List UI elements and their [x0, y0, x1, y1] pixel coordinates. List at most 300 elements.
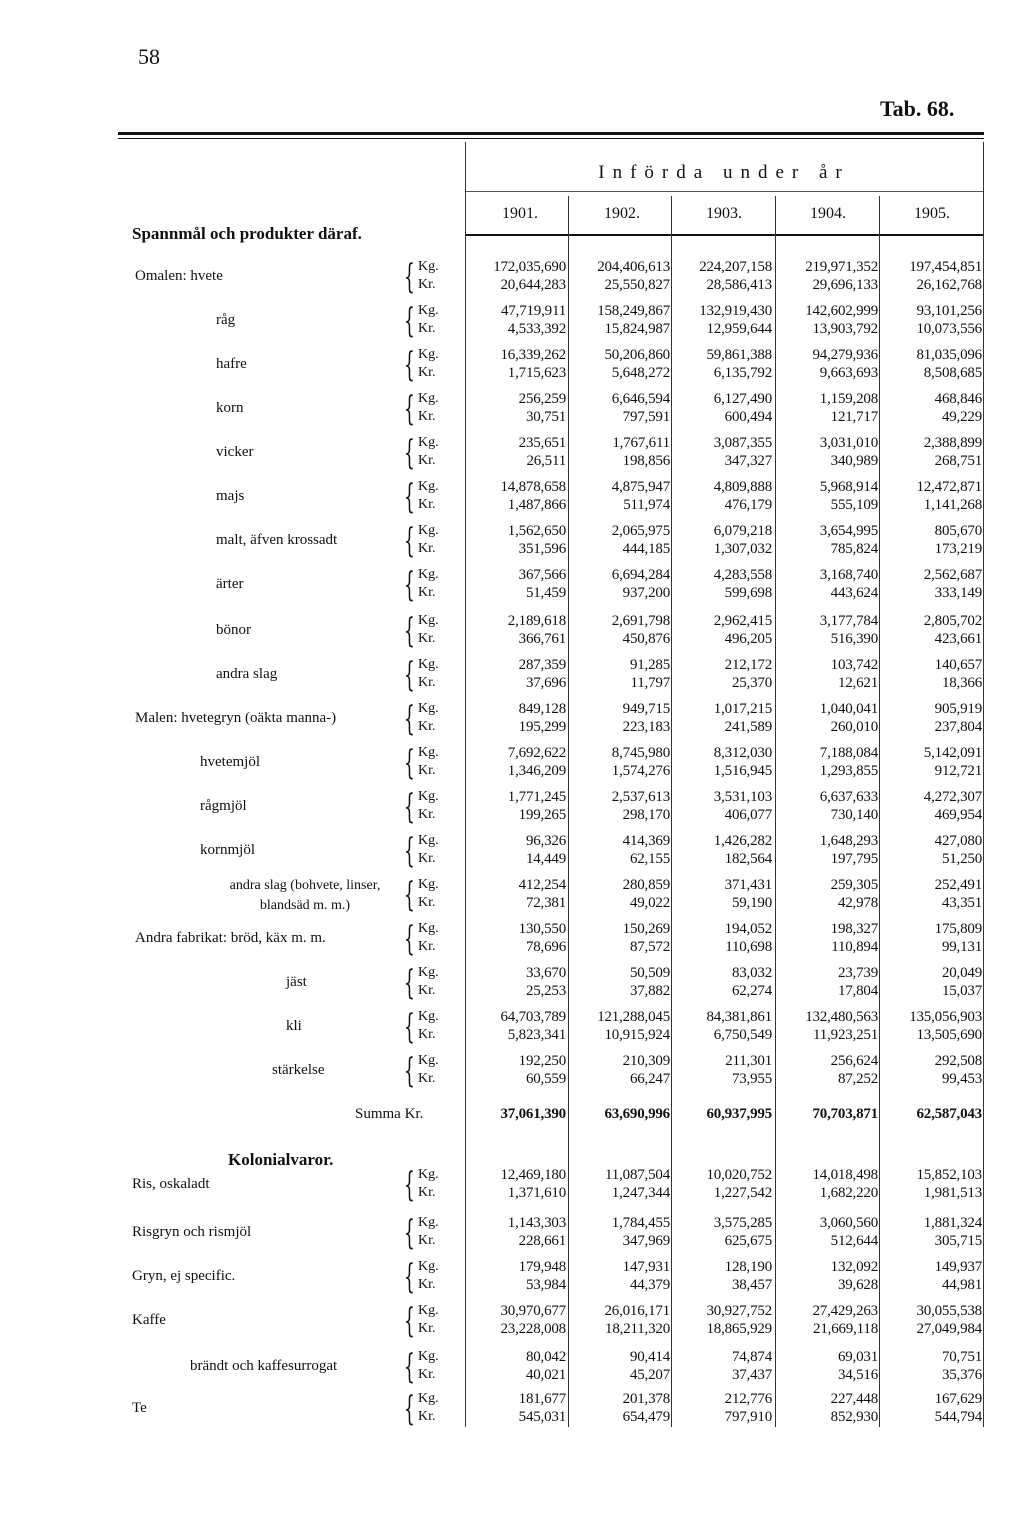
value-cell: 44,981: [941, 1277, 982, 1293]
unit-kr: Kr.: [418, 763, 436, 778]
unit-kg: Kg.: [418, 391, 439, 406]
unit-kg: Kg.: [418, 1391, 439, 1406]
value-cell: 1,682,220: [819, 1185, 878, 1201]
value-cell: 26,016,171: [604, 1303, 670, 1319]
summa-value: 62,587,043: [916, 1106, 982, 1122]
value-cell: 3,177,784: [819, 613, 878, 629]
value-cell: 37,696: [525, 675, 566, 691]
value-cell: 25,253: [525, 983, 566, 999]
value-cell: 11,797: [630, 675, 670, 691]
table-row: [0, 1258, 1024, 1298]
value-cell: 78,696: [525, 939, 566, 955]
value-cell: 37,882: [629, 983, 670, 999]
value-cell: 23,228,008: [500, 1321, 566, 1337]
value-cell: 333,149: [934, 585, 982, 601]
value-cell: 6,135,792: [713, 365, 772, 381]
value-cell: 1,293,855: [819, 763, 878, 779]
unit-kr: Kr.: [418, 1185, 436, 1200]
value-cell: 4,875,947: [611, 479, 670, 495]
unit-kr: Kr.: [418, 1071, 436, 1086]
value-cell: 26,162,768: [916, 277, 982, 293]
row-label: hafre: [216, 356, 247, 372]
table-row: [0, 612, 1024, 652]
value-cell: 6,079,218: [713, 523, 772, 539]
unit-kg: Kg.: [418, 921, 439, 936]
value-cell: 347,969: [622, 1233, 670, 1249]
unit-kr: Kr.: [418, 453, 436, 468]
value-cell: 132,480,563: [805, 1009, 878, 1025]
value-cell: 50,206,860: [604, 347, 670, 363]
value-cell: 785,824: [830, 541, 878, 557]
value-cell: 1,247,344: [611, 1185, 670, 1201]
unit-kr: Kr.: [418, 631, 436, 646]
value-cell: 175,809: [934, 921, 982, 937]
year-header-1903: 1903.: [706, 205, 742, 222]
table-row: [0, 656, 1024, 696]
unit-kg: Kg.: [418, 259, 439, 274]
row-label: Gryn, ej specific.: [132, 1268, 236, 1284]
brace-glyph: {: [404, 257, 415, 297]
value-cell: 84,381,861: [706, 1009, 772, 1025]
summa-value: 37,061,390: [500, 1106, 566, 1122]
value-cell: 2,189,618: [507, 613, 566, 629]
value-cell: 367,566: [518, 567, 566, 583]
value-cell: 18,366: [941, 675, 982, 691]
value-cell: 83,032: [731, 965, 772, 981]
value-cell: 1,516,945: [713, 763, 772, 779]
value-cell: 235,651: [518, 435, 566, 451]
page-number: 58: [138, 44, 160, 69]
value-cell: 21,669,118: [813, 1321, 878, 1337]
year-header-1902: 1902.: [604, 205, 640, 222]
value-cell: 340,989: [830, 453, 878, 469]
value-cell: 27,429,263: [812, 1303, 878, 1319]
brace-glyph: {: [404, 389, 415, 429]
value-cell: 256,624: [830, 1053, 878, 1069]
value-cell: 33,670: [525, 965, 566, 981]
brace-glyph: {: [404, 699, 415, 739]
value-cell: 25,550,827: [604, 277, 670, 293]
unit-kr: Kr.: [418, 807, 436, 822]
unit-kg: Kg.: [418, 303, 439, 318]
brace-glyph: {: [404, 301, 415, 341]
value-cell: 198,856: [622, 453, 670, 469]
value-cell: 4,272,307: [923, 789, 982, 805]
row-label: Te: [132, 1400, 147, 1416]
row-label: stärkelse: [272, 1062, 325, 1078]
brace-glyph: {: [404, 345, 415, 385]
value-cell: 91,285: [629, 657, 670, 673]
value-cell: 849,128: [518, 701, 566, 717]
table-row: [0, 1390, 1024, 1430]
unit-kr: Kr.: [418, 1233, 436, 1248]
value-cell: 2,388,899: [923, 435, 982, 451]
value-cell: 3,087,355: [713, 435, 772, 451]
value-cell: 6,694,284: [611, 567, 670, 583]
row-label: kornmjöl: [200, 842, 255, 858]
value-cell: 14,878,658: [500, 479, 566, 495]
table-row: [0, 522, 1024, 562]
value-cell: 132,092: [830, 1259, 878, 1275]
row-label: ärter: [216, 576, 244, 592]
table-row: [0, 1214, 1024, 1254]
value-cell: 5,823,341: [507, 1027, 566, 1043]
brace-glyph: {: [404, 1347, 415, 1387]
row-label: majs: [216, 488, 245, 504]
value-cell: 15,852,103: [916, 1167, 982, 1183]
value-cell: 94,279,936: [812, 347, 878, 363]
value-cell: 224,207,158: [699, 259, 772, 275]
value-cell: 103,742: [830, 657, 878, 673]
value-cell: 49,022: [629, 895, 670, 911]
brace-glyph: {: [404, 565, 415, 605]
value-cell: 469,954: [934, 807, 982, 823]
value-cell: 444,185: [622, 541, 670, 557]
row-label: bönor: [216, 622, 251, 638]
brace-glyph: {: [404, 875, 415, 915]
summa-row: [0, 1106, 1024, 1128]
value-cell: 1,881,324: [923, 1215, 982, 1231]
value-cell: 13,505,690: [916, 1027, 982, 1043]
header-rule: [465, 234, 983, 236]
value-cell: 8,508,685: [923, 365, 982, 381]
value-cell: 654,479: [622, 1409, 670, 1425]
value-cell: 147,931: [622, 1259, 670, 1275]
value-cell: 42,978: [837, 895, 878, 911]
row-label: vicker: [216, 444, 254, 460]
value-cell: 87,252: [837, 1071, 878, 1087]
value-cell: 1,346,209: [507, 763, 566, 779]
value-cell: 937,200: [622, 585, 670, 601]
value-cell: 9,663,693: [819, 365, 878, 381]
brace-glyph: {: [404, 521, 415, 561]
value-cell: 142,602,999: [805, 303, 878, 319]
value-cell: 412,254: [518, 877, 566, 893]
value-cell: 149,937: [934, 1259, 982, 1275]
unit-kg: Kg.: [418, 1053, 439, 1068]
value-cell: 96,326: [525, 833, 566, 849]
value-cell: 3,654,995: [819, 523, 878, 539]
year-header-1901: 1901.: [502, 205, 538, 222]
value-cell: 25,370: [731, 675, 772, 691]
unit-kg: Kg.: [418, 701, 439, 716]
value-cell: 1,771,245: [507, 789, 566, 805]
value-cell: 181,677: [518, 1391, 566, 1407]
value-cell: 167,629: [934, 1391, 982, 1407]
value-cell: 4,809,888: [713, 479, 772, 495]
value-cell: 70,751: [941, 1349, 982, 1365]
value-cell: 280,859: [622, 877, 670, 893]
value-cell: 39,628: [837, 1277, 878, 1293]
value-cell: 2,691,798: [611, 613, 670, 629]
value-cell: 555,109: [830, 497, 878, 513]
value-cell: 2,805,702: [923, 613, 982, 629]
value-cell: 1,426,282: [713, 833, 772, 849]
brace-glyph: {: [404, 1213, 415, 1253]
value-cell: 49,229: [941, 409, 982, 425]
value-cell: 3,060,560: [819, 1215, 878, 1231]
brace-glyph: {: [404, 477, 415, 517]
value-cell: 5,648,272: [611, 365, 670, 381]
unit-kr: Kr.: [418, 939, 436, 954]
value-cell: 45,207: [629, 1367, 670, 1383]
unit-kg: Kg.: [418, 657, 439, 672]
value-cell: 10,915,924: [604, 1027, 670, 1043]
value-cell: 414,369: [622, 833, 670, 849]
value-cell: 366,761: [518, 631, 566, 647]
brace-glyph: {: [404, 831, 415, 871]
brace-glyph: {: [404, 919, 415, 959]
value-cell: 110,698: [725, 939, 772, 955]
value-cell: 62,155: [629, 851, 670, 867]
value-cell: 1,562,650: [507, 523, 566, 539]
brace-glyph: {: [404, 611, 415, 651]
unit-kg: Kg.: [418, 567, 439, 582]
unit-kr: Kr.: [418, 1027, 436, 1042]
value-cell: 805,670: [934, 523, 982, 539]
brace-glyph: {: [404, 1051, 415, 1091]
value-cell: 72,381: [525, 895, 566, 911]
brace-glyph: {: [404, 655, 415, 695]
value-cell: 4,283,558: [713, 567, 772, 583]
value-cell: 912,721: [934, 763, 982, 779]
value-cell: 130,550: [518, 921, 566, 937]
unit-kg: Kg.: [418, 1215, 439, 1230]
table-row: [0, 258, 1024, 298]
value-cell: 5,968,914: [819, 479, 878, 495]
value-cell: 6,750,549: [713, 1027, 772, 1043]
value-cell: 197,795: [830, 851, 878, 867]
value-cell: 172,035,690: [493, 259, 566, 275]
value-cell: 1,040,041: [819, 701, 878, 717]
unit-kr: Kr.: [418, 497, 436, 512]
unit-kg: Kg.: [418, 1167, 439, 1182]
row-label: Omalen: hvete: [135, 268, 223, 284]
value-cell: 51,459: [525, 585, 566, 601]
value-cell: 6,637,633: [819, 789, 878, 805]
unit-kr: Kr.: [418, 1321, 436, 1336]
value-cell: 292,508: [934, 1053, 982, 1069]
value-cell: 1,227,542: [713, 1185, 772, 1201]
table-row: [0, 566, 1024, 606]
value-cell: 201,378: [622, 1391, 670, 1407]
value-cell: 212,776: [724, 1391, 772, 1407]
brace-glyph: {: [404, 743, 415, 783]
value-cell: 99,453: [941, 1071, 982, 1087]
value-cell: 371,431: [724, 877, 772, 893]
value-cell: 347,327: [724, 453, 772, 469]
value-cell: 227,448: [830, 1391, 878, 1407]
unit-kg: Kg.: [418, 479, 439, 494]
summa-value: 63,690,996: [604, 1106, 670, 1122]
value-cell: 90,414: [629, 1349, 670, 1365]
value-cell: 599,698: [724, 585, 772, 601]
value-cell: 204,406,613: [597, 259, 670, 275]
value-cell: 1,017,215: [713, 701, 772, 717]
value-cell: 30,751: [525, 409, 566, 425]
row-label: kli: [286, 1018, 302, 1034]
value-cell: 37,437: [731, 1367, 772, 1383]
table-row: [0, 1008, 1024, 1048]
brace-glyph: {: [404, 1389, 415, 1429]
value-cell: 228,661: [518, 1233, 566, 1249]
value-cell: 43,351: [941, 895, 982, 911]
value-cell: 241,589: [724, 719, 772, 735]
value-cell: 2,562,687: [923, 567, 982, 583]
value-cell: 30,055,538: [916, 1303, 982, 1319]
value-cell: 423,661: [934, 631, 982, 647]
heading-rule: [465, 191, 983, 192]
unit-kr: Kr.: [418, 1409, 436, 1424]
value-cell: 14,018,498: [812, 1167, 878, 1183]
table-row: [0, 302, 1024, 342]
value-cell: 29,696,133: [812, 277, 878, 293]
row-label: råg: [216, 312, 236, 328]
row-label: Kaffe: [132, 1312, 166, 1328]
value-cell: 16,339,262: [500, 347, 566, 363]
value-cell: 59,861,388: [706, 347, 772, 363]
value-cell: 23,739: [837, 965, 878, 981]
table-row: [0, 1166, 1024, 1206]
row-label: Andra fabrikat: bröd, käx m. m.: [135, 930, 326, 946]
value-cell: 110,894: [831, 939, 878, 955]
value-cell: 64,703,789: [500, 1009, 566, 1025]
summa-value: 60,937,995: [706, 1106, 772, 1122]
unit-kg: Kg.: [418, 965, 439, 980]
value-cell: 3,168,740: [819, 567, 878, 583]
summa-value: 70,703,871: [812, 1106, 878, 1122]
value-cell: 298,170: [622, 807, 670, 823]
value-cell: 199,265: [518, 807, 566, 823]
value-cell: 3,575,285: [713, 1215, 772, 1231]
value-cell: 173,219: [934, 541, 982, 557]
value-cell: 192,250: [518, 1053, 566, 1069]
value-cell: 406,077: [724, 807, 772, 823]
value-cell: 51,250: [941, 851, 982, 867]
value-cell: 73,955: [731, 1071, 772, 1087]
value-cell: 1,307,032: [713, 541, 772, 557]
row-label: hvetemjöl: [200, 754, 260, 770]
value-cell: 60,559: [525, 1071, 566, 1087]
table-row: [0, 434, 1024, 474]
value-cell: 128,190: [724, 1259, 772, 1275]
table-row: [0, 832, 1024, 872]
value-cell: 1,981,513: [923, 1185, 982, 1201]
row-label: Risgryn och rismjöl: [132, 1224, 252, 1240]
value-cell: 797,591: [622, 409, 670, 425]
value-cell: 2,962,415: [713, 613, 772, 629]
unit-kg: Kg.: [418, 745, 439, 760]
value-cell: 305,715: [934, 1233, 982, 1249]
value-cell: 17,804: [837, 983, 878, 999]
value-cell: 35,376: [941, 1367, 982, 1383]
value-cell: 69,031: [837, 1349, 878, 1365]
value-cell: 182,564: [724, 851, 772, 867]
value-cell: 219,971,352: [805, 259, 878, 275]
value-cell: 7,692,622: [507, 745, 566, 761]
value-cell: 99,131: [941, 939, 982, 955]
value-cell: 195,299: [518, 719, 566, 735]
value-cell: 158,249,867: [597, 303, 670, 319]
value-cell: 2,065,975: [611, 523, 670, 539]
value-cell: 18,865,929: [706, 1321, 772, 1337]
value-cell: 730,140: [830, 807, 878, 823]
value-cell: 797,910: [724, 1409, 772, 1425]
value-cell: 11,923,251: [813, 1027, 878, 1043]
value-cell: 12,959,644: [706, 321, 772, 337]
value-cell: 223,183: [622, 719, 670, 735]
value-cell: 1,715,623: [507, 365, 566, 381]
value-cell: 87,572: [629, 939, 670, 955]
table-row: [0, 346, 1024, 386]
value-cell: 135,056,903: [909, 1009, 982, 1025]
row-label: Malen: hvetegryn (oäkta manna-): [135, 710, 337, 726]
unit-kg: Kg.: [418, 1303, 439, 1318]
value-cell: 259,305: [830, 877, 878, 893]
value-cell: 6,646,594: [611, 391, 670, 407]
value-cell: 476,179: [724, 497, 772, 513]
unit-kg: Kg.: [418, 1349, 439, 1364]
value-cell: 7,188,084: [819, 745, 878, 761]
unit-kg: Kg.: [418, 613, 439, 628]
row-label: jäst: [286, 974, 307, 990]
value-cell: 512,644: [830, 1233, 878, 1249]
value-cell: 132,919,430: [699, 303, 772, 319]
value-cell: 600,494: [724, 409, 772, 425]
value-cell: 260,010: [830, 719, 878, 735]
table-row: [0, 390, 1024, 430]
row-label: malt, äfven krossadt: [216, 532, 338, 548]
section-heading-kolonialvaror: Kolonialvaror.: [228, 1150, 334, 1169]
value-cell: 210,309: [622, 1053, 670, 1069]
value-cell: 2,537,613: [611, 789, 670, 805]
unit-kr: Kr.: [418, 983, 436, 998]
value-cell: 1,143,303: [507, 1215, 566, 1231]
value-cell: 1,371,610: [507, 1185, 566, 1201]
row-label: brändt och kaffesurrogat: [190, 1358, 338, 1374]
unit-kr: Kr.: [418, 541, 436, 556]
table-row: [0, 920, 1024, 960]
value-cell: 949,715: [622, 701, 670, 717]
top-rule: [118, 132, 984, 135]
value-cell: 47,719,911: [501, 303, 566, 319]
value-cell: 44,379: [629, 1277, 670, 1293]
value-cell: 496,205: [724, 631, 772, 647]
stub-heading: Spannmål och produkter däraf.: [132, 224, 362, 243]
value-cell: 28,586,413: [706, 277, 772, 293]
table-row: [0, 478, 1024, 518]
unit-kg: Kg.: [418, 435, 439, 450]
unit-kr: Kr.: [418, 675, 436, 690]
table-row: [0, 876, 1024, 916]
value-cell: 237,804: [934, 719, 982, 735]
value-cell: 544,794: [934, 1409, 982, 1425]
brace-glyph: {: [404, 1165, 415, 1205]
value-cell: 121,717: [830, 409, 878, 425]
value-cell: 212,172: [724, 657, 772, 673]
row-label: rågmjöl: [200, 798, 247, 814]
value-cell: 74,874: [731, 1349, 772, 1365]
table-row: [0, 1052, 1024, 1092]
unit-kr: Kr.: [418, 851, 436, 866]
value-cell: 252,491: [934, 877, 982, 893]
value-cell: 1,574,276: [611, 763, 670, 779]
value-cell: 211,301: [725, 1053, 772, 1069]
value-cell: 256,259: [518, 391, 566, 407]
value-cell: 1,159,208: [819, 391, 878, 407]
value-cell: 443,624: [830, 585, 878, 601]
row-label: korn: [216, 400, 244, 416]
